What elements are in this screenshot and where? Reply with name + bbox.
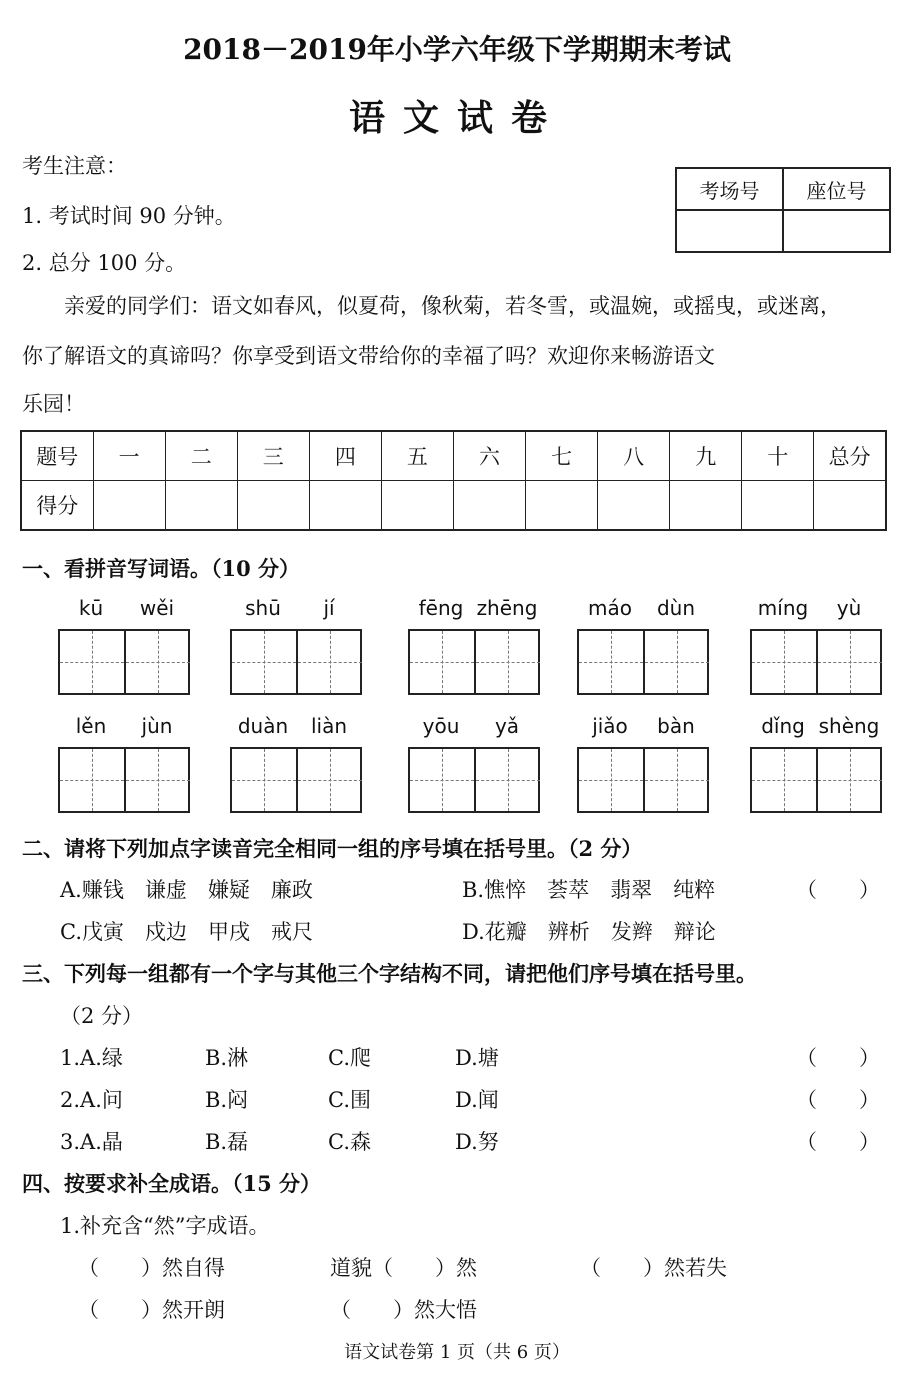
seat-room-cell[interactable]	[676, 210, 783, 252]
writing-cell[interactable]	[296, 631, 362, 693]
exam-title: 2018－2019年小学六年级下学期期末考试	[183, 33, 731, 66]
q3-row-3-a: 3.A.晶	[60, 1130, 123, 1154]
writing-grid[interactable]	[230, 747, 362, 813]
writing-grid[interactable]	[230, 629, 362, 695]
q3-row-2-d: D.闻	[455, 1088, 499, 1112]
score-cell[interactable]	[165, 481, 237, 531]
pinyin-label: zhēng	[476, 596, 538, 620]
writing-cell[interactable]	[474, 631, 540, 693]
writing-cell[interactable]	[296, 749, 362, 811]
score-header-cell: 九	[670, 431, 742, 481]
q3-row-1-a: 1.A.绿	[60, 1046, 123, 1070]
pinyin-label: shèng	[818, 714, 880, 738]
writing-grid[interactable]	[58, 629, 190, 695]
q3-row-1-d: D.塘	[455, 1046, 499, 1070]
score-cell[interactable]	[381, 481, 453, 531]
pinyin-label: dǐng	[761, 714, 805, 738]
q3-row-1-blank[interactable]: （ ）	[796, 1046, 880, 1070]
pinyin-label: duàn	[237, 714, 289, 738]
q3-title: 三、下列每一组都有一个字与其他三个字结构不同，请把他们序号填在括号里。	[22, 961, 757, 986]
writing-cell[interactable]	[643, 631, 709, 693]
q3-row-3-c: C.森	[328, 1130, 371, 1154]
q3-row-3-d: D.努	[455, 1130, 499, 1154]
writing-grid[interactable]	[408, 747, 540, 813]
score-cell[interactable]	[598, 481, 670, 531]
q3-row-2-a: 2.A.问	[60, 1088, 123, 1112]
idiom-item[interactable]: （ ）然若失	[580, 1256, 727, 1280]
pinyin-label: máo	[588, 596, 632, 620]
seat-seat-cell[interactable]	[783, 210, 890, 252]
writing-grid[interactable]	[750, 747, 882, 813]
score-cell[interactable]	[670, 481, 742, 531]
score-header-cell: 一	[93, 431, 165, 481]
pinyin-label: fēng	[418, 596, 464, 620]
writing-grid[interactable]	[408, 629, 540, 695]
pinyin-label: lěn	[75, 714, 107, 738]
score-cell[interactable]	[237, 481, 309, 531]
seat-header-room: 考场号	[676, 168, 783, 210]
q3-row-2-blank[interactable]: （ ）	[796, 1088, 880, 1112]
writing-cell[interactable]	[752, 631, 816, 693]
score-header-cell: 六	[453, 431, 525, 481]
pinyin-label: dùn	[656, 596, 696, 620]
score-header-cell: 题号	[21, 431, 93, 481]
q3-row-1-b: B.淋	[205, 1046, 249, 1070]
score-header-row	[21, 431, 886, 481]
score-table	[20, 430, 887, 531]
intro-line-2: 你了解语文的真谛吗？你享受到语文带给你的幸福了吗？欢迎你来畅游语文	[22, 344, 715, 368]
writing-cell[interactable]	[643, 749, 709, 811]
score-header-cell: 七	[526, 431, 598, 481]
notice-line-2: 2. 总分 100 分。	[22, 251, 187, 275]
pinyin-label: jí	[323, 596, 335, 620]
q3-row-2-c: C.围	[328, 1088, 371, 1112]
writing-cell[interactable]	[410, 631, 474, 693]
score-cell[interactable]	[309, 481, 381, 531]
q4-sub1: 1.补充含“然”字成语。	[60, 1214, 270, 1238]
pinyin-label: jùn	[141, 714, 173, 738]
q3-score: （2 分）	[60, 1004, 144, 1028]
notice-line-1: 1. 考试时间 90 分钟。	[22, 204, 236, 228]
writing-grid[interactable]	[577, 629, 709, 695]
score-cell[interactable]	[526, 481, 598, 531]
q2-answer-blank[interactable]: （ ）	[796, 878, 880, 902]
pinyin-label: jiǎo	[592, 714, 628, 738]
writing-cell[interactable]	[410, 749, 474, 811]
score-header-cell: 二	[165, 431, 237, 481]
writing-cell[interactable]	[816, 749, 882, 811]
score-cell[interactable]	[814, 481, 886, 531]
q2-option-d: D.花瓣 辨析 发辫 辩论	[462, 920, 716, 944]
q4-title: 四、按要求补全成语。（15 分）	[22, 1171, 322, 1196]
score-header-cell: 总分	[814, 431, 886, 481]
seat-table	[675, 167, 891, 253]
writing-grid[interactable]	[577, 747, 709, 813]
idiom-item[interactable]: 道貌（ ）然	[330, 1256, 477, 1280]
q2-option-b: B.憔悴 荟萃 翡翠 纯粹	[462, 878, 716, 902]
intro-line-3: 乐园！	[22, 392, 85, 416]
score-row-label: 得分	[21, 481, 93, 531]
writing-grid[interactable]	[58, 747, 190, 813]
writing-cell[interactable]	[579, 749, 643, 811]
page-footer: 语文试卷第 1 页（共 6 页）	[344, 1342, 570, 1363]
pinyin-label: míng	[757, 596, 809, 620]
writing-cell[interactable]	[124, 749, 190, 811]
idiom-item[interactable]: （ ）然自得	[78, 1256, 225, 1280]
writing-cell[interactable]	[474, 749, 540, 811]
writing-cell[interactable]	[579, 631, 643, 693]
intro-line-1: 亲爱的同学们：语文如春风，似夏荷，像秋菊，若冬雪，或温婉，或摇曳，或迷离，	[64, 294, 841, 318]
writing-cell[interactable]	[232, 631, 296, 693]
pinyin-label: kū	[78, 596, 104, 620]
score-cell[interactable]	[742, 481, 814, 531]
writing-cell[interactable]	[232, 749, 296, 811]
q3-row-2-b: B.闷	[205, 1088, 249, 1112]
q3-row-3-blank[interactable]: （ ）	[796, 1130, 880, 1154]
score-header-cell: 四	[309, 431, 381, 481]
score-header-cell: 五	[381, 431, 453, 481]
writing-cell[interactable]	[60, 749, 124, 811]
q2-option-a: A.赚钱 谦虚 嫌疑 廉政	[60, 878, 313, 902]
writing-grid[interactable]	[750, 629, 882, 695]
q3-row-3-b: B.磊	[205, 1130, 249, 1154]
q3-row-1-c: C.爬	[328, 1046, 371, 1070]
pinyin-label: shū	[245, 596, 281, 620]
notice-heading: 考生注意：	[22, 154, 127, 178]
score-cell[interactable]	[93, 481, 165, 531]
pinyin-label: yǎ	[494, 714, 520, 738]
q2-option-c: C.戊寅 戍边 甲戌 戒尺	[60, 920, 313, 944]
writing-cell[interactable]	[124, 631, 190, 693]
seat-header-seat: 座位号	[783, 168, 890, 210]
score-header-cell: 十	[742, 431, 814, 481]
score-header-cell: 八	[598, 431, 670, 481]
exam-subtitle: 语文试卷	[348, 97, 565, 139]
pinyin-label: wěi	[139, 596, 175, 620]
score-header-cell: 三	[237, 431, 309, 481]
score-value-row	[21, 481, 886, 531]
pinyin-label: yù	[836, 596, 862, 620]
idiom-item[interactable]: （ ）然开朗	[78, 1298, 225, 1322]
pinyin-label: bàn	[657, 714, 695, 738]
writing-cell[interactable]	[752, 749, 816, 811]
pinyin-label: liàn	[310, 714, 348, 738]
idiom-item[interactable]: （ ）然大悟	[330, 1298, 477, 1322]
writing-cell[interactable]	[60, 631, 124, 693]
q2-title: 二、请将下列加点字读音完全相同一组的序号填在括号里。（2 分）	[22, 836, 643, 861]
score-cell[interactable]	[453, 481, 525, 531]
writing-cell[interactable]	[816, 631, 882, 693]
pinyin-label: yōu	[422, 714, 460, 738]
q1-title: 一、看拼音写词语。（10 分）	[22, 556, 301, 581]
